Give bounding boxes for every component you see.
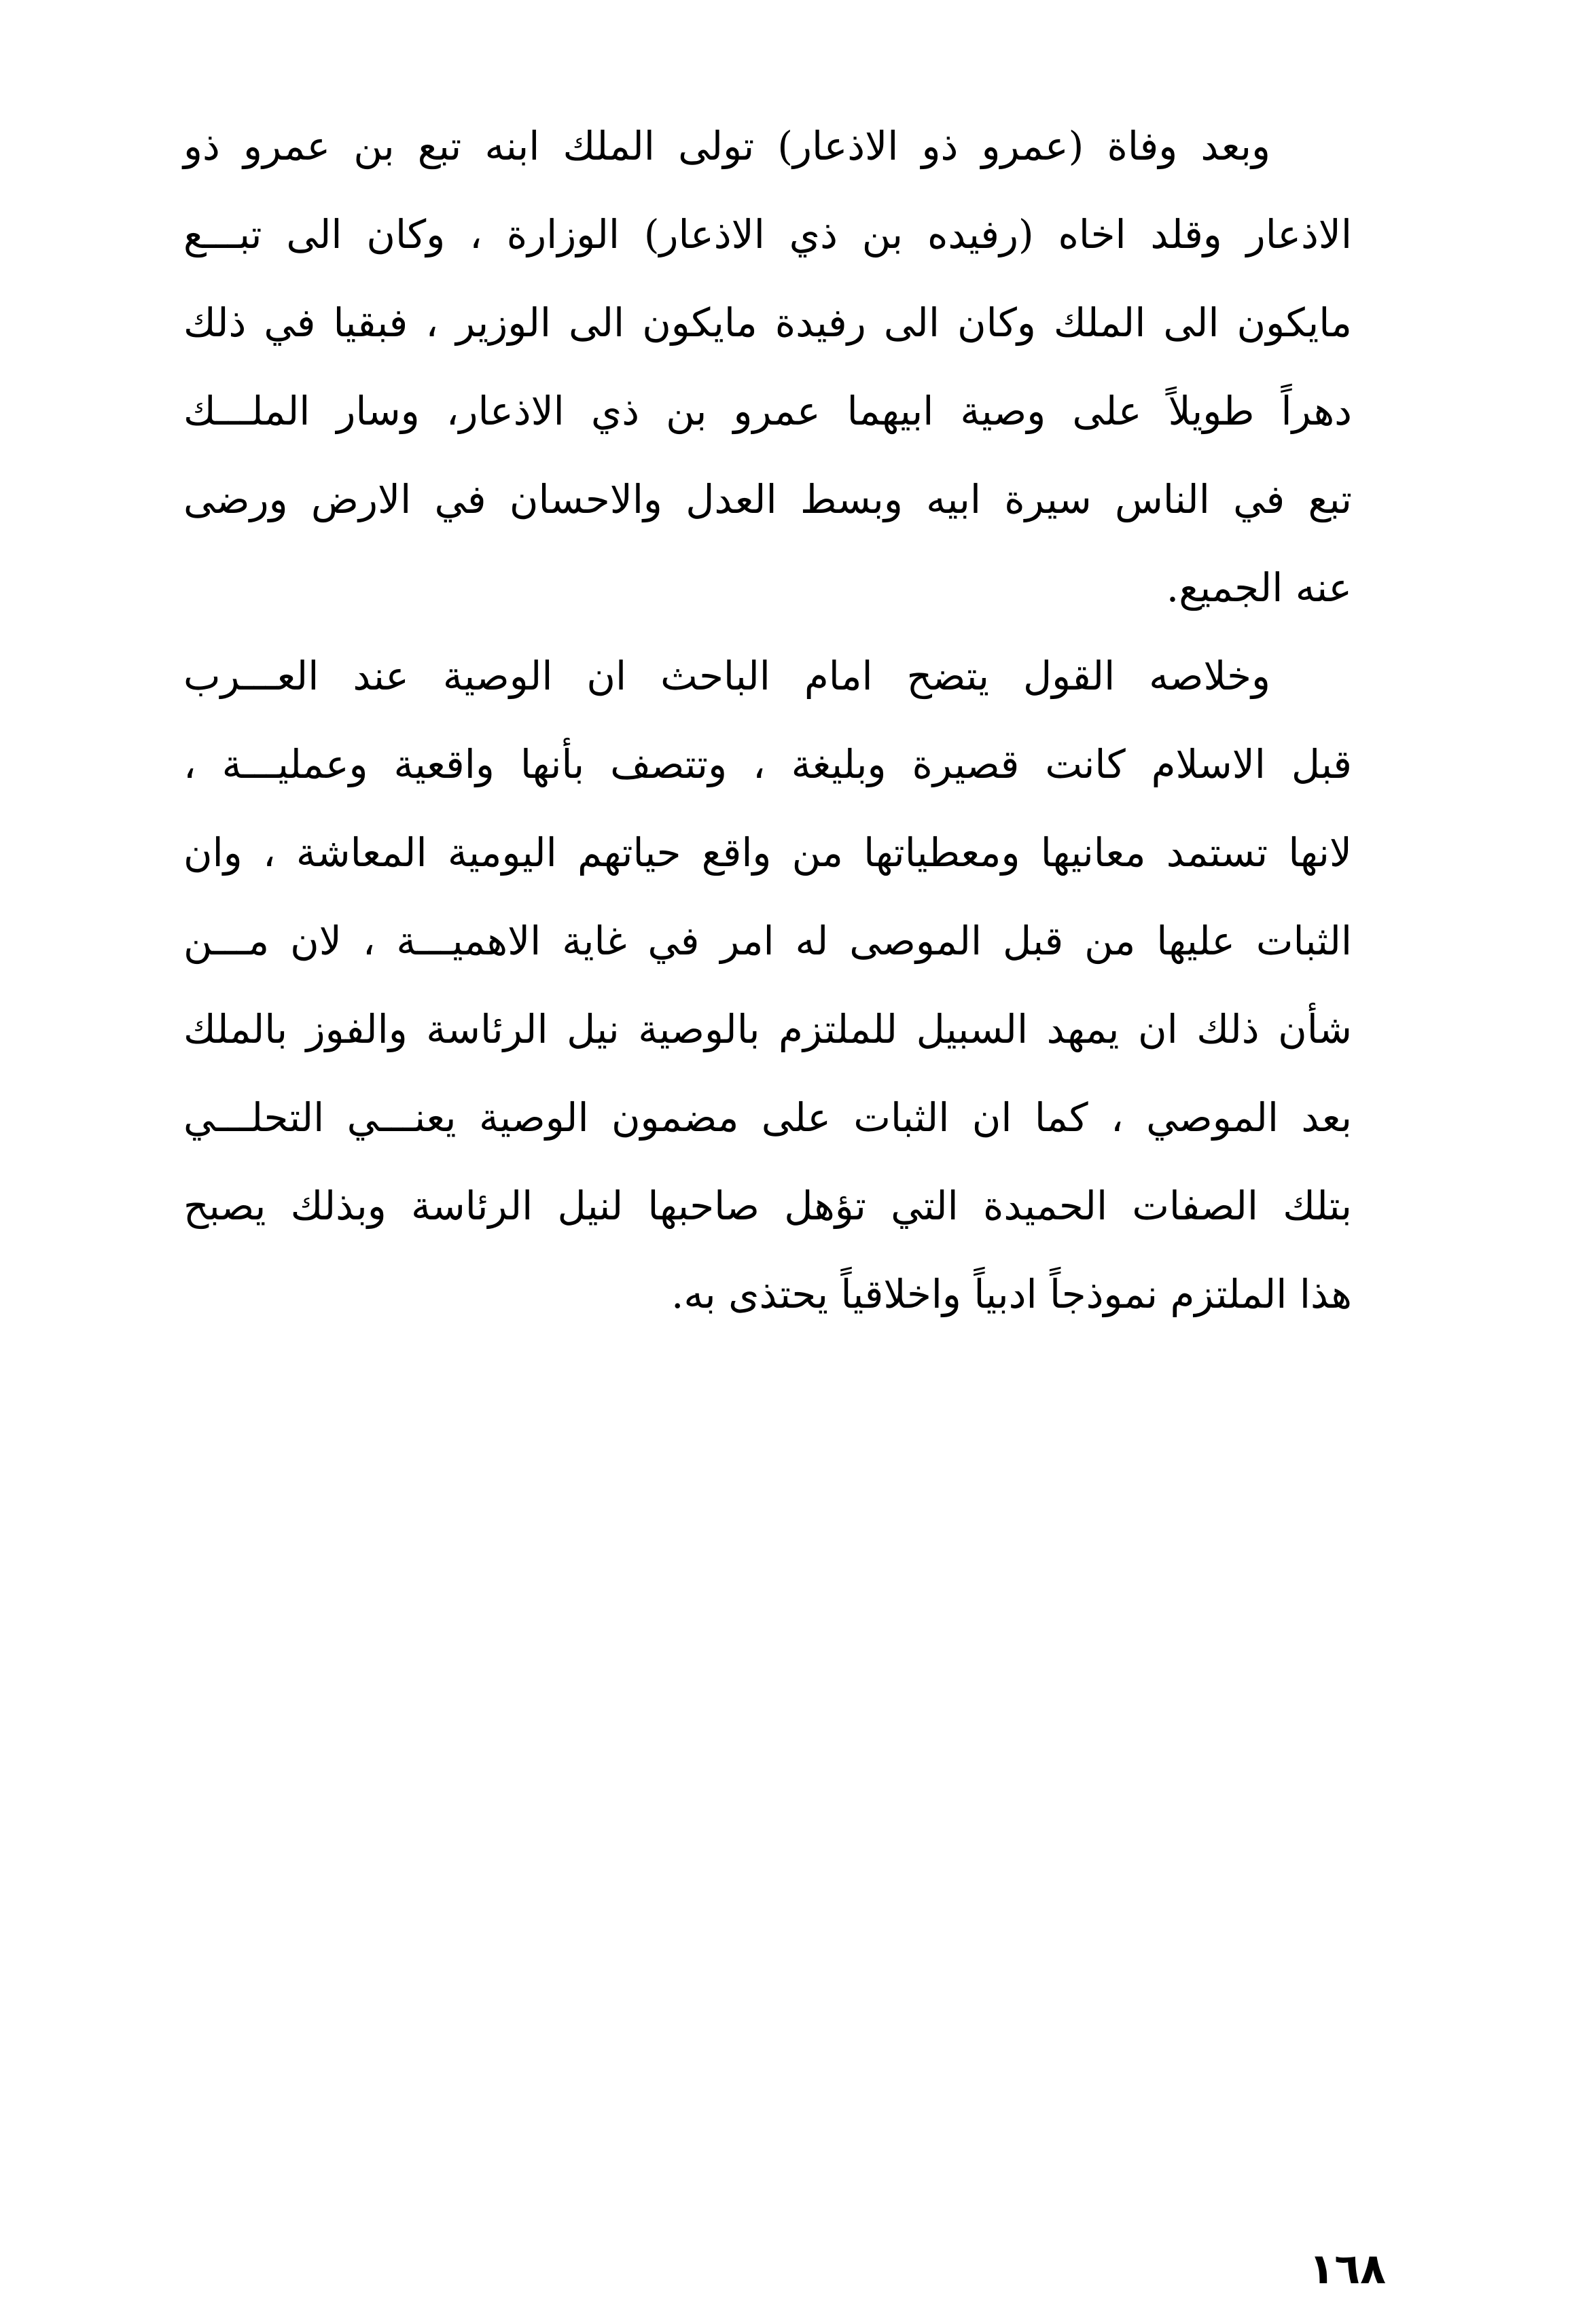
text-line: الاذعار وقلد اخاه (رفيده بن ذي الاذعار) الوزارة ، وكان الى تبـــع xyxy=(183,211,1352,257)
text-line: دهراً طويلاً على وصية ابيهما عمرو بن ذي الاذعار، وسار الملـــك xyxy=(183,388,1352,434)
text-line: مايكون الى الملك وكان الى رفيدة مايكون الى الوزير ، فبقيا في ذلك xyxy=(183,300,1352,346)
text-line: بتلك الصفات الحميدة التي تؤهل صاحبها لنيل الرئاسة وبذلك يصبح xyxy=(183,1183,1352,1229)
text-line: لانها تستمد معانيها ومعطياتها من واقع حياتهم اليومية المعاشة ، وان xyxy=(183,829,1352,876)
paragraph-2 xyxy=(183,632,1352,1338)
text-line: الثبات عليها من قبل الموصى له امر في غاية الاهميـــة ، لان مـــن xyxy=(183,918,1352,964)
text-line: شأن ذلك ان يمهد السبيل للملتزم بالوصية نيل الرئاسة والفوز بالملك xyxy=(183,1006,1352,1052)
paragraph-1 xyxy=(183,102,1352,632)
body-text xyxy=(183,102,1352,1338)
text-line: قبل الاسلام كانت قصيرة وبليغة ، وتتصف بأنها واقعية وعمليـــة ، xyxy=(183,741,1352,787)
page-number: ١٦٨ xyxy=(1308,2244,1386,2293)
text-line: وخلاصه القول يتضح امام الباحث ان الوصية عند العـــرب xyxy=(183,653,1270,699)
text-line: هذا الملتزم نموذجاً ادبياً واخلاقياً يحتذى به. xyxy=(671,1271,1352,1317)
text-line: تبع في الناس سيرة ابيه وبسط العدل والاحسان في الارض ورضى xyxy=(183,476,1352,522)
text-line: عنه الجميع. xyxy=(1166,565,1352,611)
text-line: بعد الموصي ، كما ان الثبات على مضمون الوصية يعنـــي التحلـــي xyxy=(183,1094,1352,1141)
text-line: وبعد وفاة (عمرو ذو الاذعار) تولى الملك ابنه تبع بن عمرو ذو xyxy=(183,123,1270,169)
